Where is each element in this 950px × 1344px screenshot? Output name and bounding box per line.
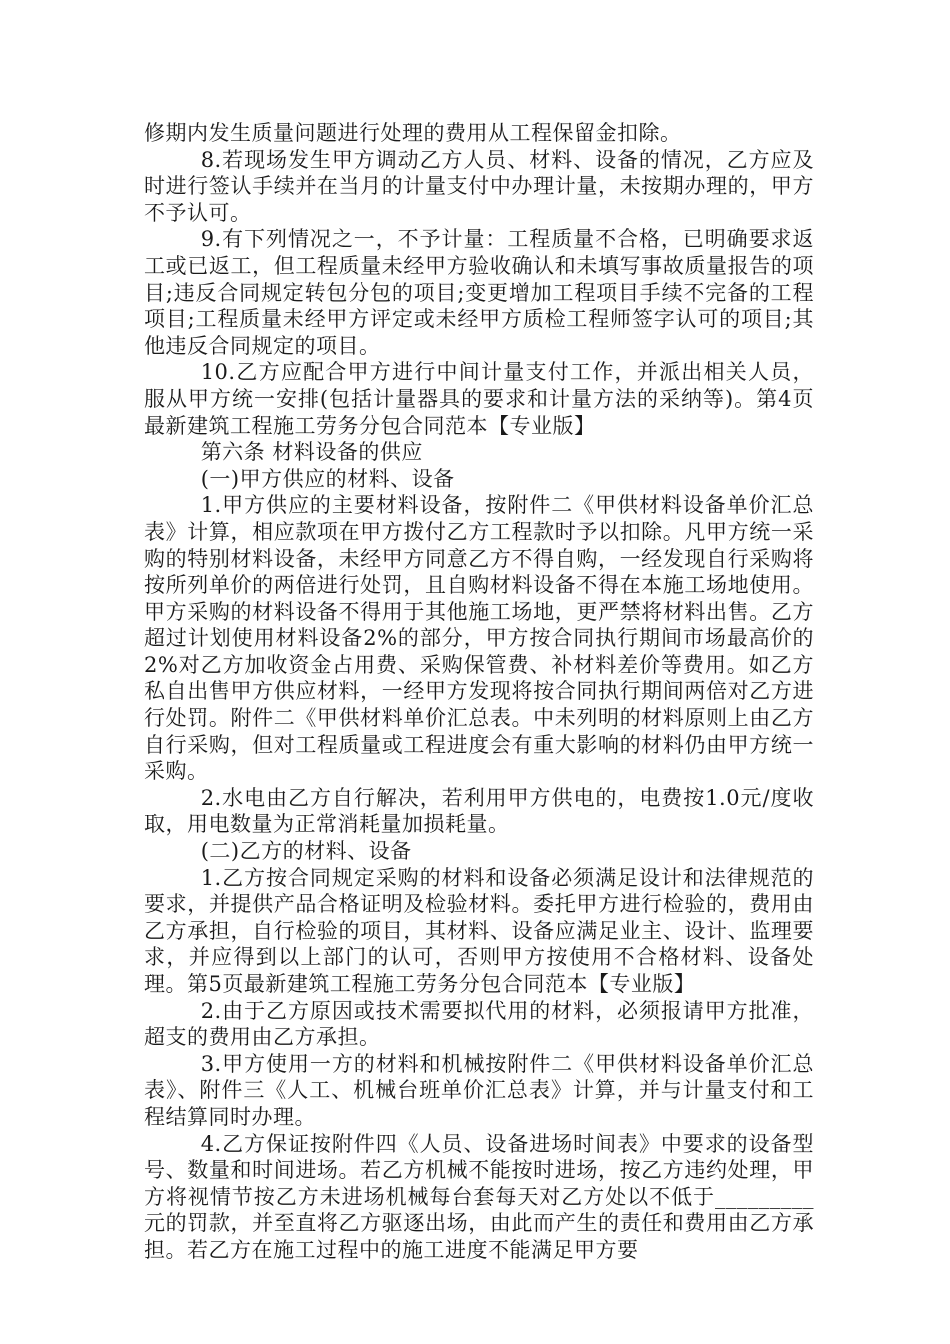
paragraph-a-item-2: 2.水电由乙方自行解决，若利用甲方供电的，电费按1.0元/度收取，用电数量为正常消耗量加损耗量。 xyxy=(144,785,814,837)
paragraph-b-item-1: 1.乙方按合同规定采购的材料和设备必须满足设计和法律规范的要求，并提供产品合格证明及检验材料。委托甲方进行检验的，费用由乙方承担，自行检验的项目，其材料、设备应满足业主、设计、监理要求，并应得到以上部门的认可，否则甲方按使用不合格材料、设备处理。第5页最新建筑工程施工劳务分包合同范本【专业版】 xyxy=(144,865,814,996)
paragraph-clause-9: 9.有下列情况之一，不予计量：工程质量不合格，已明确要求返工或已返工，但工程质量未经甲方验收确认和未填写事故质量报告的项目;违反合同规定转包分包的项目;变更增加工程项目手续不完备的工程项目;工程质量未经甲方评定或未经甲方质检工程师签字认可的项目;其他违反合同规定的项目。 xyxy=(144,227,814,358)
paragraph-a-item-1: 1.甲方供应的主要材料设备，按附件二《甲供材料设备单价汇总表》计算，相应款项在甲方拨付乙方工程款时予以扣除。凡甲方统一采购的特别材料设备，未经甲方同意乙方不得自购，一经发现自行采购将按所列单价的两倍进行处罚，且自购材料设备不得在本施工场地使用。甲方采购的材料设备不得用于其他施工场地，更严禁将材料出售。乙方超过计划使用材料设备2%的部分，甲方按合同执行期间市场最高价的2%对乙方加收资金占用费、采购保管费、补材料差价等费用。如乙方私自出售甲方供应材料，一经甲方发现将按合同执行期间两倍对乙方进行处罚。附件二《甲供材料单价汇总表。中未列明的材料原则上由乙方自行采购，但对工程质量或工程进度会有重大影响的材料仍由甲方统一采购。 xyxy=(144,493,814,784)
paragraph-clause-8: 8.若现场发生甲方调动乙方人员、材料、设备的情况，乙方应及时进行签认手续并在当月的计量支付中办理计量，未按期办理的，甲方不予认可。 xyxy=(144,147,814,225)
document-body xyxy=(144,120,814,1264)
section-heading-article-6: 第六条 材料设备的供应 xyxy=(200,440,423,465)
subsection-heading-party-b: (二)乙方的材料、设备 xyxy=(200,839,412,864)
paragraph-b-item-4: 4.乙方保证按附件四《人员、设备进场时间表》中要求的设备型号、数量和时间进场。若乙方机械不能按时进场，按乙方违约处理，甲方将视情节按乙方未进场机械每台套每天对乙方处以不低于_________元的罚款，并至直将乙方驱逐出场，由此而产生的责任和费用由乙方承担。若乙方在施工过程中的施工进度不能满足甲方要 xyxy=(144,1131,814,1262)
subsection-heading-party-a: (一)甲方供应的材料、设备 xyxy=(200,466,455,491)
paragraph-clause-10: 10.乙方应配合甲方进行中间计量支付工作，并派出相关人员，服从甲方统一安排(包括计量器具的要求和计量方法的采纳等)。第4页最新建筑工程施工劳务分包合同范本【专业版】 xyxy=(144,360,814,438)
paragraph-b-item-3: 3.甲方使用一方的材料和机械按附件二《甲供材料设备单价汇总表》、附件三《人工、机械台班单价汇总表》计算，并与计量支付和工程结算同时办理。 xyxy=(144,1051,814,1129)
paragraph-0: 修期内发生质量问题进行处理的费用从工程保留金扣除。 xyxy=(144,121,682,145)
paragraph-b-item-2: 2.由于乙方原因或技术需要拟代用的材料，必须报请甲方批准，超支的费用由乙方承担。 xyxy=(144,998,814,1050)
